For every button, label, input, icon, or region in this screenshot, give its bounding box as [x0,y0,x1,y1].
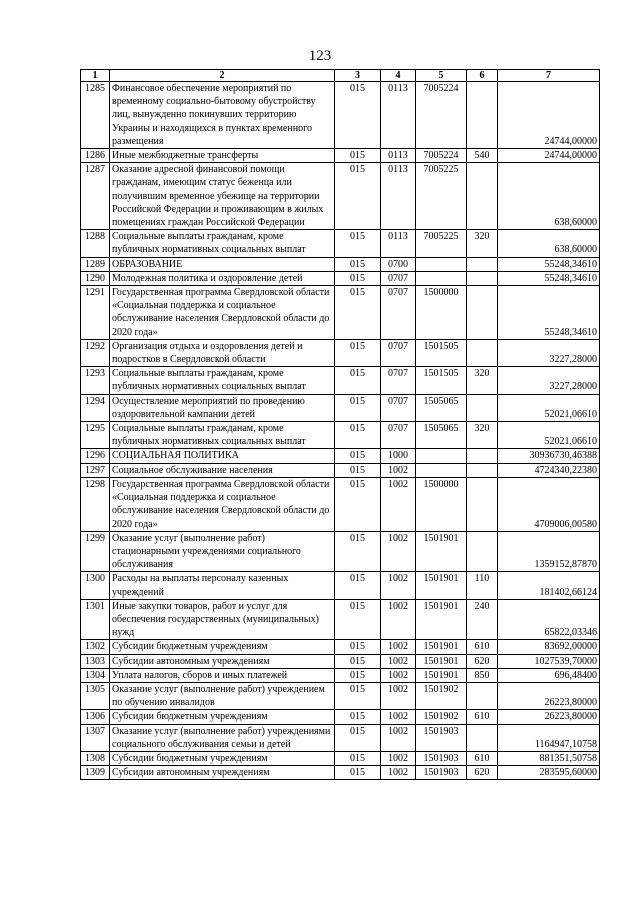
table-row [81,751,600,765]
row-name: Иные межбюджетные трансферты [110,149,335,163]
target-code: 1501903 [416,751,467,765]
amount: 55248,34610 [498,286,600,340]
table-row [81,163,600,230]
section-code: 0707 [381,271,416,285]
amount: 83692,00000 [498,640,600,654]
amount: 696,48400 [498,668,600,682]
column-header: 4 [381,70,416,82]
row-number: 1303 [81,654,110,668]
budget-table [80,69,600,780]
amount: 638,60000 [498,230,600,257]
section-code: 0700 [381,257,416,271]
target-code [416,449,467,463]
amount: 26223,80000 [498,682,600,709]
col3-code: 015 [335,724,381,751]
amount: 24744,00000 [498,82,600,149]
amount: 881351,50758 [498,751,600,765]
col3-code: 015 [335,668,381,682]
row-number: 1295 [81,422,110,449]
header-row [81,70,600,82]
target-code [416,271,467,285]
table-row [81,654,600,668]
column-header: 5 [416,70,467,82]
row-number: 1289 [81,257,110,271]
expense-type-code [467,271,498,285]
target-code: 1501903 [416,724,467,751]
col3-code: 015 [335,422,381,449]
table-row [81,531,600,572]
expense-type-code: 620 [467,654,498,668]
col3-code: 015 [335,599,381,640]
column-header: 2 [110,70,335,82]
table-row [81,682,600,709]
expense-type-code [467,463,498,477]
row-number: 1293 [81,367,110,394]
col3-code: 015 [335,572,381,599]
target-code: 1500000 [416,286,467,340]
section-code: 1000 [381,449,416,463]
row-number: 1288 [81,230,110,257]
target-code: 1501505 [416,367,467,394]
section-code: 1002 [381,572,416,599]
col3-code: 015 [335,531,381,572]
col3-code: 015 [335,449,381,463]
target-code: 1501505 [416,339,467,366]
section-code: 1002 [381,477,416,531]
table-row [81,668,600,682]
section-code: 0707 [381,367,416,394]
target-code: 1501901 [416,640,467,654]
column-header: 7 [498,70,600,82]
section-code: 1002 [381,463,416,477]
row-name: Социальные выплаты гражданам, кроме публичных нормативных социальных выплат [110,422,335,449]
expense-type-code: 610 [467,640,498,654]
col3-code: 015 [335,367,381,394]
amount: 181402,66124 [498,572,600,599]
target-code: 1500000 [416,477,467,531]
amount: 52021,06610 [498,394,600,421]
table-row [81,599,600,640]
table-row [81,463,600,477]
section-code: 0707 [381,286,416,340]
target-code: 1501901 [416,599,467,640]
section-code: 0113 [381,82,416,149]
col3-code: 015 [335,149,381,163]
table-row [81,477,600,531]
section-code: 1002 [381,668,416,682]
col3-code: 015 [335,271,381,285]
row-number: 1286 [81,149,110,163]
target-code: 7005224 [416,82,467,149]
row-name: Молодежная политика и оздоровление детей [110,271,335,285]
row-name: Социальные выплаты гражданам, кроме публичных нормативных социальных выплат [110,230,335,257]
col3-code: 015 [335,82,381,149]
section-code: 0707 [381,339,416,366]
section-code: 1002 [381,751,416,765]
col3-code: 015 [335,766,381,780]
amount: 52021,06610 [498,422,600,449]
table-row [81,640,600,654]
expense-type-code: 110 [467,572,498,599]
amount: 283595,60000 [498,766,600,780]
expense-type-code: 540 [467,149,498,163]
row-name: Расходы на выплаты персоналу казенных учреждений [110,572,335,599]
table-row [81,710,600,724]
row-name: Субсидии автономным учреждениям [110,654,335,668]
amount: 4709006,00580 [498,477,600,531]
section-code: 1002 [381,724,416,751]
expense-type-code [467,163,498,230]
target-code: 1501903 [416,766,467,780]
expense-type-code [467,257,498,271]
col3-code: 015 [335,163,381,230]
row-number: 1300 [81,572,110,599]
target-code: 7005225 [416,163,467,230]
column-header: 6 [467,70,498,82]
row-number: 1296 [81,449,110,463]
amount: 65822,03346 [498,599,600,640]
section-code: 1002 [381,640,416,654]
target-code: 1501901 [416,531,467,572]
target-code: 1505065 [416,394,467,421]
expense-type-code [467,449,498,463]
row-number: 1291 [81,286,110,340]
expense-type-code: 320 [467,230,498,257]
table-row [81,449,600,463]
row-name: Иные закупки товаров, работ и услуг для обеспечения государственных (муниципальных) нужд [110,599,335,640]
expense-type-code: 610 [467,710,498,724]
row-number: 1306 [81,710,110,724]
amount: 3227,28000 [498,367,600,394]
row-number: 1294 [81,394,110,421]
table-row [81,367,600,394]
expense-type-code [467,339,498,366]
row-number: 1299 [81,531,110,572]
expense-type-code: 320 [467,367,498,394]
row-name: Организация отдыха и оздоровления детей и подростков в Свердловской области [110,339,335,366]
row-name: Субсидии бюджетным учреждениям [110,751,335,765]
table-row [81,394,600,421]
target-code: 7005224 [416,149,467,163]
amount: 30936730,46388 [498,449,600,463]
col3-code: 015 [335,230,381,257]
amount: 1359152,87870 [498,531,600,572]
row-number: 1305 [81,682,110,709]
table-row [81,572,600,599]
table-row [81,257,600,271]
table-row [81,766,600,780]
expense-type-code: 610 [467,751,498,765]
col3-code: 015 [335,339,381,366]
row-name: Осуществление мероприятий по проведению оздоровительной кампании детей [110,394,335,421]
table-row [81,339,600,366]
amount: 1164947,10758 [498,724,600,751]
col3-code: 015 [335,463,381,477]
row-number: 1301 [81,599,110,640]
expense-type-code [467,531,498,572]
col3-code: 015 [335,710,381,724]
column-header: 1 [81,70,110,82]
col3-code: 015 [335,654,381,668]
section-code: 1002 [381,654,416,668]
section-code: 1002 [381,710,416,724]
expense-type-code [467,724,498,751]
table-row [81,149,600,163]
amount: 55248,34610 [498,271,600,285]
row-name: Оказание услуг (выполнение работ) учреждениями социального обслуживания семьи и детей [110,724,335,751]
amount: 1027539,70000 [498,654,600,668]
table-row [81,271,600,285]
col3-code: 015 [335,751,381,765]
section-code: 0113 [381,149,416,163]
target-code [416,463,467,477]
target-code [416,257,467,271]
row-name: Социальные выплаты гражданам, кроме публичных нормативных социальных выплат [110,367,335,394]
table-row [81,724,600,751]
table-row [81,422,600,449]
section-code: 0707 [381,394,416,421]
row-name: СОЦИАЛЬНАЯ ПОЛИТИКА [110,449,335,463]
page-number: 123 [308,48,332,64]
expense-type-code [467,477,498,531]
section-code: 0113 [381,230,416,257]
row-name: Оказание услуг (выполнение работ) учреждением по обучению инвалидов [110,682,335,709]
expense-type-code [467,286,498,340]
table-row [81,286,600,340]
row-name: ОБРАЗОВАНИЕ [110,257,335,271]
target-code: 1501901 [416,654,467,668]
section-code: 0113 [381,163,416,230]
expense-type-code [467,82,498,149]
amount: 55248,34610 [498,257,600,271]
row-number: 1308 [81,751,110,765]
row-number: 1292 [81,339,110,366]
target-code: 1505065 [416,422,467,449]
column-header: 3 [335,70,381,82]
row-number: 1290 [81,271,110,285]
row-number: 1304 [81,668,110,682]
amount: 24744,00000 [498,149,600,163]
amount: 638,60000 [498,163,600,230]
row-name: Субсидии автономным учреждениям [110,766,335,780]
section-code: 0707 [381,422,416,449]
col3-code: 015 [335,477,381,531]
table-row [81,230,600,257]
row-name: Финансовое обеспечение мероприятий по временному социально-бытовому обустройству лиц, вынужденно покинувших территорию Украины и находящихся в пунктах временного размещения [110,82,335,149]
row-name: Государственная программа Свердловской области «Социальная поддержка и социальное обслуживание населения Свердловской области до 2020 года» [110,286,335,340]
expense-type-code: 850 [467,668,498,682]
row-name: Оказание адресной финансовой помощи гражданам, имеющим статус беженца или получившим временное убежище на территории Российской Федерации и проживающим в жилых помещениях граждан Российской Федерации [110,163,335,230]
row-number: 1307 [81,724,110,751]
row-number: 1297 [81,463,110,477]
amount: 4724340,22380 [498,463,600,477]
expense-type-code: 240 [467,599,498,640]
amount: 26223,80000 [498,710,600,724]
col3-code: 015 [335,394,381,421]
row-number: 1287 [81,163,110,230]
row-number: 1298 [81,477,110,531]
row-name: Социальное обслуживание населения [110,463,335,477]
row-name: Оказание услуг (выполнение работ) стационарными учреждениями социального обслуживания [110,531,335,572]
expense-type-code: 320 [467,422,498,449]
target-code: 7005225 [416,230,467,257]
col3-code: 015 [335,640,381,654]
row-name: Субсидии бюджетным учреждениям [110,710,335,724]
row-number: 1302 [81,640,110,654]
row-name: Государственная программа Свердловской области «Социальная поддержка и социальное обслуживание населения Свердловской области до 2020 года» [110,477,335,531]
target-code: 1501901 [416,572,467,599]
table-row [81,82,600,149]
target-code: 1501901 [416,668,467,682]
row-name: Уплата налогов, сборов и иных платежей [110,668,335,682]
row-name: Субсидии бюджетным учреждениям [110,640,335,654]
expense-type-code [467,394,498,421]
target-code: 1501902 [416,682,467,709]
col3-code: 015 [335,257,381,271]
col3-code: 015 [335,682,381,709]
section-code: 1002 [381,766,416,780]
section-code: 1002 [381,682,416,709]
row-number: 1285 [81,82,110,149]
section-code: 1002 [381,531,416,572]
row-number: 1309 [81,766,110,780]
col3-code: 015 [335,286,381,340]
expense-type-code [467,682,498,709]
expense-type-code: 620 [467,766,498,780]
section-code: 1002 [381,599,416,640]
target-code: 1501902 [416,710,467,724]
amount: 3227,28000 [498,339,600,366]
